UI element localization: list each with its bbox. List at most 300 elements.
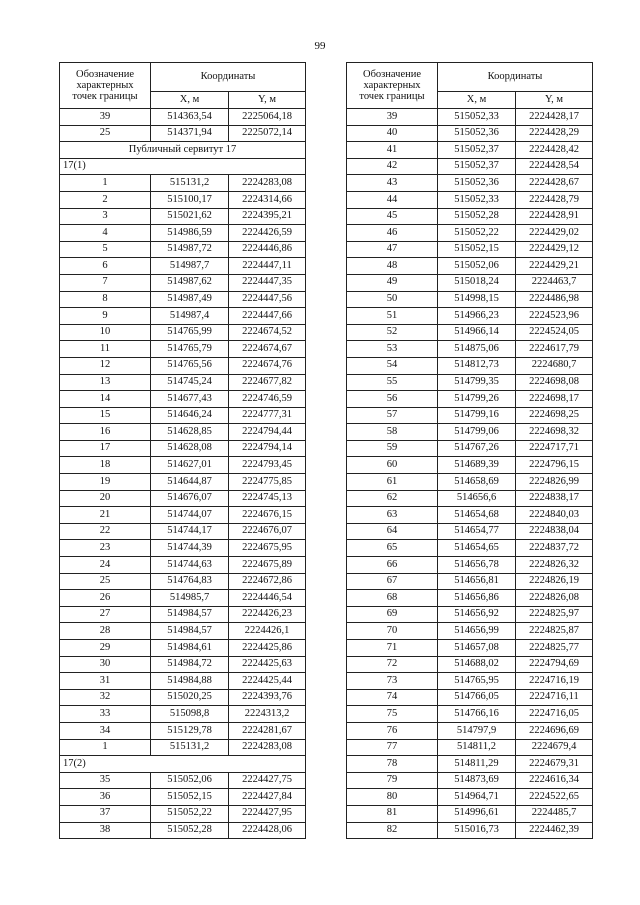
y-coordinate-cell: 2224838,04 <box>516 523 593 540</box>
y-coordinate-cell: 2224281,67 <box>229 722 306 739</box>
point-number-cell: 5 <box>60 241 151 258</box>
table-row <box>60 407 306 424</box>
point-number-cell: 56 <box>347 391 438 408</box>
x-coordinate-cell: 514744,39 <box>151 540 229 557</box>
table-row <box>347 191 593 208</box>
y-coordinate-cell: 2224393,76 <box>229 689 306 706</box>
point-number-cell: 42 <box>347 158 438 175</box>
subsection-label: 17(2) <box>60 756 306 773</box>
point-number-cell: 61 <box>347 474 438 491</box>
y-coordinate-cell: 2224616,34 <box>516 772 593 789</box>
x-coordinate-cell: 514875,06 <box>438 341 516 358</box>
x-coordinate-cell: 514363,54 <box>151 109 229 126</box>
table-row <box>60 640 306 657</box>
table-row <box>60 391 306 408</box>
y-coordinate-cell: 2224775,85 <box>229 474 306 491</box>
y-coordinate-cell: 2224427,75 <box>229 772 306 789</box>
x-coordinate-cell: 515052,37 <box>438 158 516 175</box>
table-row <box>347 474 593 491</box>
point-number-cell: 30 <box>60 656 151 673</box>
x-coordinate-cell: 514799,35 <box>438 374 516 391</box>
y-coordinate-cell: 2224524,05 <box>516 324 593 341</box>
y-coordinate-cell: 2224794,14 <box>229 440 306 457</box>
y-coordinate-cell: 2224425,44 <box>229 673 306 690</box>
table-row <box>60 125 306 142</box>
table-row <box>347 689 593 706</box>
table-row <box>347 291 593 308</box>
x-coordinate-cell: 515129,78 <box>151 722 229 739</box>
table-row <box>60 274 306 291</box>
x-coordinate-cell: 514688,02 <box>438 656 516 673</box>
point-number-cell: 69 <box>347 606 438 623</box>
point-number-cell: 4 <box>60 225 151 242</box>
point-number-cell: 32 <box>60 689 151 706</box>
x-coordinate-cell: 514987,62 <box>151 274 229 291</box>
x-coordinate-cell: 514873,69 <box>438 772 516 789</box>
x-coordinate-cell: 514656,81 <box>438 573 516 590</box>
y-coordinate-cell: 2224698,32 <box>516 424 593 441</box>
point-number-cell: 63 <box>347 507 438 524</box>
x-coordinate-cell: 514984,61 <box>151 640 229 657</box>
x-coordinate-cell: 514656,92 <box>438 606 516 623</box>
subsection-label: 17(1) <box>60 158 306 175</box>
x-coordinate-cell: 514996,61 <box>438 805 516 822</box>
table-row <box>60 822 306 839</box>
table-row <box>347 241 593 258</box>
x-coordinate-cell: 514744,63 <box>151 557 229 574</box>
point-number-cell: 39 <box>347 109 438 126</box>
x-coordinate-cell: 514658,69 <box>438 474 516 491</box>
table-row <box>347 308 593 325</box>
point-number-cell: 1 <box>60 175 151 192</box>
x-coordinate-cell: 514985,7 <box>151 590 229 607</box>
header-y: Y, м <box>516 92 593 109</box>
table-row <box>347 109 593 126</box>
point-number-cell: 11 <box>60 341 151 358</box>
table-row <box>60 374 306 391</box>
x-coordinate-cell: 515100,17 <box>151 191 229 208</box>
point-number-cell: 47 <box>347 241 438 258</box>
header-coordinates: Координаты <box>438 63 593 92</box>
x-coordinate-cell: 514657,08 <box>438 640 516 657</box>
y-coordinate-cell: 2224429,02 <box>516 225 593 242</box>
x-coordinate-cell: 514812,73 <box>438 357 516 374</box>
x-coordinate-cell: 514984,88 <box>151 673 229 690</box>
x-coordinate-cell: 515052,33 <box>438 109 516 126</box>
point-number-cell: 60 <box>347 457 438 474</box>
y-coordinate-cell: 2224428,42 <box>516 142 593 159</box>
table-row <box>60 424 306 441</box>
x-coordinate-cell: 514654,65 <box>438 540 516 557</box>
y-coordinate-cell: 2224428,06 <box>229 822 306 839</box>
y-coordinate-cell: 2225064,18 <box>229 109 306 126</box>
x-coordinate-cell: 514984,57 <box>151 623 229 640</box>
x-coordinate-cell: 514654,77 <box>438 523 516 540</box>
point-number-cell: 46 <box>347 225 438 242</box>
table-row <box>347 756 593 773</box>
y-coordinate-cell: 2224679,4 <box>516 739 593 756</box>
table-row <box>347 822 593 839</box>
x-coordinate-cell: 514765,56 <box>151 357 229 374</box>
point-number-cell: 66 <box>347 557 438 574</box>
y-coordinate-cell: 2224676,07 <box>229 523 306 540</box>
x-coordinate-cell: 514656,86 <box>438 590 516 607</box>
y-coordinate-cell: 2224698,08 <box>516 374 593 391</box>
point-number-cell: 48 <box>347 258 438 275</box>
y-coordinate-cell: 2224674,67 <box>229 341 306 358</box>
table-row <box>347 656 593 673</box>
point-number-cell: 28 <box>60 623 151 640</box>
y-coordinate-cell: 2224313,2 <box>229 706 306 723</box>
y-coordinate-cell: 2224426,59 <box>229 225 306 242</box>
y-coordinate-cell: 2224675,95 <box>229 540 306 557</box>
table-row <box>347 673 593 690</box>
table-row <box>60 540 306 557</box>
y-coordinate-cell: 2224427,95 <box>229 805 306 822</box>
y-coordinate-cell: 2224837,72 <box>516 540 593 557</box>
y-coordinate-cell: 2224716,19 <box>516 673 593 690</box>
table-row <box>60 623 306 640</box>
x-coordinate-cell: 514744,17 <box>151 523 229 540</box>
y-coordinate-cell: 2224447,56 <box>229 291 306 308</box>
y-coordinate-cell: 2225072,14 <box>229 125 306 142</box>
point-number-cell: 64 <box>347 523 438 540</box>
y-coordinate-cell: 2224447,35 <box>229 274 306 291</box>
x-coordinate-cell: 515052,22 <box>438 225 516 242</box>
table-row <box>347 772 593 789</box>
point-number-cell: 22 <box>60 523 151 540</box>
point-number-cell: 17 <box>60 440 151 457</box>
x-coordinate-cell: 514811,2 <box>438 739 516 756</box>
y-coordinate-cell: 2224717,71 <box>516 440 593 457</box>
table-row <box>60 341 306 358</box>
x-coordinate-cell: 514766,05 <box>438 689 516 706</box>
table-row <box>60 109 306 126</box>
coordinates-table-right <box>346 62 593 839</box>
y-coordinate-cell: 2224427,84 <box>229 789 306 806</box>
table-row <box>347 490 593 507</box>
x-coordinate-cell: 514964,71 <box>438 789 516 806</box>
point-number-cell: 20 <box>60 490 151 507</box>
point-number-cell: 12 <box>60 357 151 374</box>
table-row <box>60 208 306 225</box>
y-coordinate-cell: 2224794,69 <box>516 656 593 673</box>
table-row <box>347 208 593 225</box>
y-coordinate-cell: 2224679,31 <box>516 756 593 773</box>
point-number-cell: 37 <box>60 805 151 822</box>
point-number-cell: 7 <box>60 274 151 291</box>
y-coordinate-cell: 2224428,67 <box>516 175 593 192</box>
x-coordinate-cell: 515131,2 <box>151 175 229 192</box>
point-number-cell: 50 <box>347 291 438 308</box>
y-coordinate-cell: 2224462,39 <box>516 822 593 839</box>
point-number-cell: 3 <box>60 208 151 225</box>
point-number-cell: 31 <box>60 673 151 690</box>
point-number-cell: 44 <box>347 191 438 208</box>
x-coordinate-cell: 514984,72 <box>151 656 229 673</box>
y-coordinate-cell: 2224425,63 <box>229 656 306 673</box>
y-coordinate-cell: 2224796,15 <box>516 457 593 474</box>
point-number-cell: 82 <box>347 822 438 839</box>
x-coordinate-cell: 514765,79 <box>151 341 229 358</box>
table-row <box>347 391 593 408</box>
y-coordinate-cell: 2224793,45 <box>229 457 306 474</box>
x-coordinate-cell: 514654,68 <box>438 507 516 524</box>
y-coordinate-cell: 2224825,87 <box>516 623 593 640</box>
point-number-cell: 75 <box>347 706 438 723</box>
point-number-cell: 1 <box>60 739 151 756</box>
table-row <box>60 590 306 607</box>
table-row <box>60 673 306 690</box>
point-number-cell: 67 <box>347 573 438 590</box>
table-row <box>60 656 306 673</box>
x-coordinate-cell: 514656,78 <box>438 557 516 574</box>
y-coordinate-cell: 2224395,21 <box>229 208 306 225</box>
table-row <box>347 407 593 424</box>
point-number-cell: 19 <box>60 474 151 491</box>
y-coordinate-cell: 2224680,7 <box>516 357 593 374</box>
x-coordinate-cell: 514799,06 <box>438 424 516 441</box>
point-number-cell: 43 <box>347 175 438 192</box>
table-row <box>60 175 306 192</box>
point-number-cell: 68 <box>347 590 438 607</box>
table-row <box>347 789 593 806</box>
point-number-cell: 41 <box>347 142 438 159</box>
point-number-cell: 53 <box>347 341 438 358</box>
point-number-cell: 40 <box>347 125 438 142</box>
table-row <box>60 191 306 208</box>
x-coordinate-cell: 514745,24 <box>151 374 229 391</box>
y-coordinate-cell: 2224745,13 <box>229 490 306 507</box>
y-coordinate-cell: 2224283,08 <box>229 739 306 756</box>
y-coordinate-cell: 2224826,08 <box>516 590 593 607</box>
y-coordinate-cell: 2224838,17 <box>516 490 593 507</box>
point-number-cell: 51 <box>347 308 438 325</box>
y-coordinate-cell: 2224428,91 <box>516 208 593 225</box>
table-row <box>60 772 306 789</box>
table-row <box>347 175 593 192</box>
point-number-cell: 71 <box>347 640 438 657</box>
x-coordinate-cell: 514656,6 <box>438 490 516 507</box>
x-coordinate-cell: 515052,15 <box>151 789 229 806</box>
point-number-cell: 24 <box>60 557 151 574</box>
y-coordinate-cell: 2224826,19 <box>516 573 593 590</box>
x-coordinate-cell: 514628,85 <box>151 424 229 441</box>
x-coordinate-cell: 514677,43 <box>151 391 229 408</box>
table-row <box>60 706 306 723</box>
point-number-cell: 73 <box>347 673 438 690</box>
point-number-cell: 36 <box>60 789 151 806</box>
y-coordinate-cell: 2224522,65 <box>516 789 593 806</box>
y-coordinate-cell: 2224428,54 <box>516 158 593 175</box>
table-row <box>60 440 306 457</box>
table-row <box>347 440 593 457</box>
x-coordinate-cell: 514998,15 <box>438 291 516 308</box>
y-coordinate-cell: 2224428,79 <box>516 191 593 208</box>
point-number-cell: 79 <box>347 772 438 789</box>
x-coordinate-cell: 514987,49 <box>151 291 229 308</box>
section-row <box>60 142 306 159</box>
table-row <box>347 142 593 159</box>
point-number-cell: 29 <box>60 640 151 657</box>
x-coordinate-cell: 514987,72 <box>151 241 229 258</box>
x-coordinate-cell: 514744,07 <box>151 507 229 524</box>
x-coordinate-cell: 514811,29 <box>438 756 516 773</box>
table-row <box>60 324 306 341</box>
table-row <box>60 805 306 822</box>
table-row <box>60 241 306 258</box>
y-coordinate-cell: 2224426,23 <box>229 606 306 623</box>
y-coordinate-cell: 2224485,7 <box>516 805 593 822</box>
x-coordinate-cell: 515052,28 <box>438 208 516 225</box>
table-row <box>347 374 593 391</box>
header-coordinates: Координаты <box>151 63 306 92</box>
y-coordinate-cell: 2224825,77 <box>516 640 593 657</box>
table-row <box>347 357 593 374</box>
y-coordinate-cell: 2224696,69 <box>516 722 593 739</box>
y-coordinate-cell: 2224674,76 <box>229 357 306 374</box>
header-point-designation: Обозначение характерных точек границы <box>60 63 151 109</box>
point-number-cell: 26 <box>60 590 151 607</box>
y-coordinate-cell: 2224826,32 <box>516 557 593 574</box>
x-coordinate-cell: 514799,16 <box>438 407 516 424</box>
x-coordinate-cell: 515020,25 <box>151 689 229 706</box>
x-coordinate-cell: 514765,99 <box>151 324 229 341</box>
y-coordinate-cell: 2224426,1 <box>229 623 306 640</box>
point-number-cell: 81 <box>347 805 438 822</box>
x-coordinate-cell: 514628,08 <box>151 440 229 457</box>
x-coordinate-cell: 515052,28 <box>151 822 229 839</box>
point-number-cell: 10 <box>60 324 151 341</box>
point-number-cell: 54 <box>347 357 438 374</box>
point-number-cell: 55 <box>347 374 438 391</box>
table-row <box>60 739 306 756</box>
table-row <box>60 357 306 374</box>
x-coordinate-cell: 514676,07 <box>151 490 229 507</box>
header-x: X, м <box>151 92 229 109</box>
table-row <box>347 225 593 242</box>
point-number-cell: 21 <box>60 507 151 524</box>
page-number: 99 <box>314 40 326 52</box>
point-number-cell: 76 <box>347 722 438 739</box>
x-coordinate-cell: 515016,73 <box>438 822 516 839</box>
y-coordinate-cell: 2224675,89 <box>229 557 306 574</box>
y-coordinate-cell: 2224446,54 <box>229 590 306 607</box>
x-coordinate-cell: 514966,23 <box>438 308 516 325</box>
header-x: X, м <box>438 92 516 109</box>
table-row <box>347 258 593 275</box>
table-row <box>347 805 593 822</box>
subsection-row <box>60 158 306 175</box>
y-coordinate-cell: 2224447,66 <box>229 308 306 325</box>
y-coordinate-cell: 2224746,59 <box>229 391 306 408</box>
table-row <box>60 557 306 574</box>
point-number-cell: 72 <box>347 656 438 673</box>
y-coordinate-cell: 2224716,11 <box>516 689 593 706</box>
x-coordinate-cell: 515052,22 <box>151 805 229 822</box>
y-coordinate-cell: 2224283,08 <box>229 175 306 192</box>
point-number-cell: 34 <box>60 722 151 739</box>
point-number-cell: 52 <box>347 324 438 341</box>
table-row <box>347 590 593 607</box>
table-row <box>347 324 593 341</box>
table-row <box>60 789 306 806</box>
table-row <box>347 739 593 756</box>
x-coordinate-cell: 515021,62 <box>151 208 229 225</box>
y-coordinate-cell: 2224447,11 <box>229 258 306 275</box>
point-number-cell: 78 <box>347 756 438 773</box>
table-row <box>60 225 306 242</box>
x-coordinate-cell: 514767,26 <box>438 440 516 457</box>
point-number-cell: 57 <box>347 407 438 424</box>
table-row <box>347 457 593 474</box>
table-row <box>60 457 306 474</box>
x-coordinate-cell: 514371,94 <box>151 125 229 142</box>
x-coordinate-cell: 514766,16 <box>438 706 516 723</box>
point-number-cell: 77 <box>347 739 438 756</box>
table-row <box>60 291 306 308</box>
table-row <box>60 523 306 540</box>
point-number-cell: 25 <box>60 125 151 142</box>
table-row <box>347 158 593 175</box>
table-row <box>60 689 306 706</box>
x-coordinate-cell: 515052,36 <box>438 175 516 192</box>
x-coordinate-cell: 515052,06 <box>151 772 229 789</box>
header-y: Y, м <box>229 92 306 109</box>
table-row <box>60 722 306 739</box>
x-coordinate-cell: 514984,57 <box>151 606 229 623</box>
y-coordinate-cell: 2224825,97 <box>516 606 593 623</box>
y-coordinate-cell: 2224314,66 <box>229 191 306 208</box>
point-number-cell: 38 <box>60 822 151 839</box>
table-row <box>347 540 593 557</box>
point-number-cell: 9 <box>60 308 151 325</box>
table-row <box>347 573 593 590</box>
point-number-cell: 59 <box>347 440 438 457</box>
point-number-cell: 2 <box>60 191 151 208</box>
point-number-cell: 13 <box>60 374 151 391</box>
point-number-cell: 58 <box>347 424 438 441</box>
point-number-cell: 62 <box>347 490 438 507</box>
table-row <box>60 474 306 491</box>
table-row <box>347 125 593 142</box>
table-body-right <box>347 109 593 839</box>
x-coordinate-cell: 514644,87 <box>151 474 229 491</box>
table-row <box>347 424 593 441</box>
header-point-designation: Обозначение характерных точек границы <box>347 63 438 109</box>
point-number-cell: 39 <box>60 109 151 126</box>
table-body-left <box>60 109 306 839</box>
y-coordinate-cell: 2224677,82 <box>229 374 306 391</box>
y-coordinate-cell: 2224676,15 <box>229 507 306 524</box>
x-coordinate-cell: 514987,4 <box>151 308 229 325</box>
y-coordinate-cell: 2224523,96 <box>516 308 593 325</box>
table-row <box>60 308 306 325</box>
table-row <box>60 507 306 524</box>
x-coordinate-cell: 514764,83 <box>151 573 229 590</box>
y-coordinate-cell: 2224486,98 <box>516 291 593 308</box>
x-coordinate-cell: 515052,06 <box>438 258 516 275</box>
table-row <box>347 706 593 723</box>
x-coordinate-cell: 514987,7 <box>151 258 229 275</box>
point-number-cell: 70 <box>347 623 438 640</box>
x-coordinate-cell: 515018,24 <box>438 274 516 291</box>
table-row <box>347 274 593 291</box>
x-coordinate-cell: 515052,36 <box>438 125 516 142</box>
y-coordinate-cell: 2224463,7 <box>516 274 593 291</box>
coordinates-table-left <box>59 62 306 839</box>
x-coordinate-cell: 515052,33 <box>438 191 516 208</box>
